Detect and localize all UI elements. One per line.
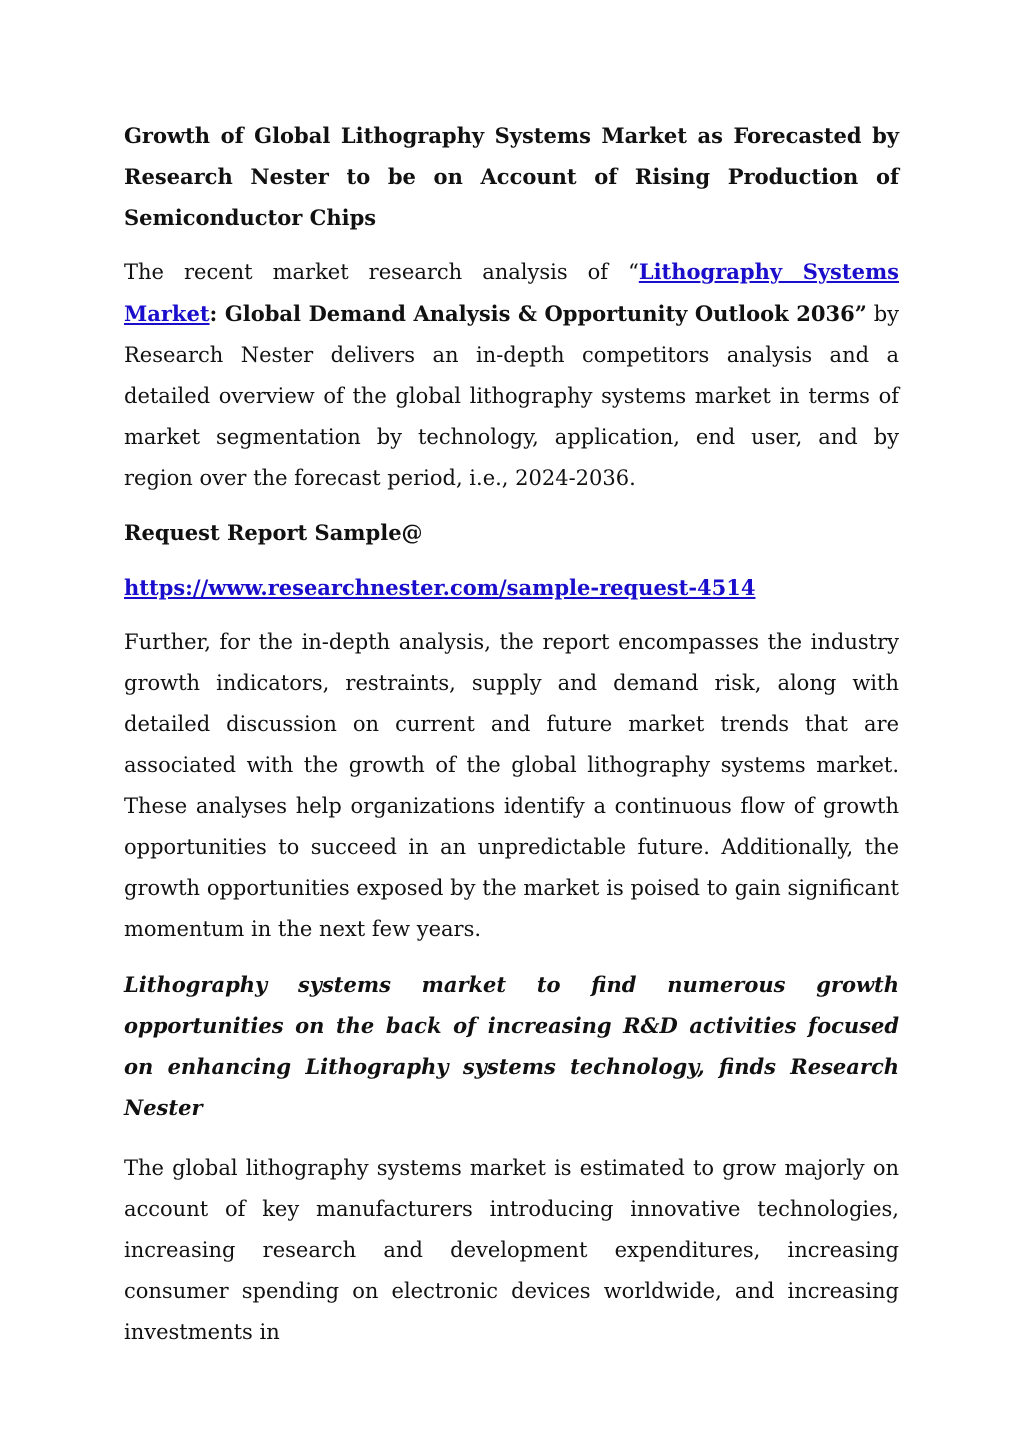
sample-request-link[interactable]: https://www.researchnester.com/sample-request-4514 (124, 575, 756, 600)
analysis-paragraph: Further, for the in-depth analysis, the report encompasses the industry growth indicators, restraints, supply and demand risk, along with detailed discussion on current and future market trends that are associated with the growth of the global lithography systems market. These analyses help organizations identify a continuous flow of growth opportunities to succeed in an unpredictable future. Additionally, the growth opportunities exposed by the market is poised to gain significant momentum in the next few years. (124, 630, 899, 941)
document-page (124, 115, 899, 1353)
intro-paragraph (124, 251, 899, 499)
section-subheading: Lithography systems market to find numerous growth opportunities on the back of increasing R&D activities focused on enhancing Lithography systems technology, finds Research Nester (124, 972, 899, 1120)
report-title: : Global Demand Analysis & Opportunity Outlook 2036” (209, 301, 867, 326)
market-paragraph: The global lithography systems market is estimated to grow majorly on account of key manufacturers introducing innovative technologies, increasing research and development expenditures, increasing consumer spending on electronic devices worldwide, and increasing investments in (124, 1156, 899, 1344)
sample-request-label: Request Report Sample@ (124, 520, 423, 545)
intro-rest: by Research Nester delivers an in-depth competitors analysis and a detailed overview of the global lithography systems market in terms of market segmentation by technology, application, end user, and by region over the forecast period, i.e., 2024-2036. (124, 302, 900, 490)
market-report-link[interactable]: Lithography Systems Market (124, 259, 899, 326)
intro-lead: The recent market research analysis of “ (124, 260, 639, 284)
document-title: Growth of Global Lithography Systems Market as Forecasted by Research Nester to be on Account of Rising Production of Semiconductor Chips (124, 123, 899, 230)
